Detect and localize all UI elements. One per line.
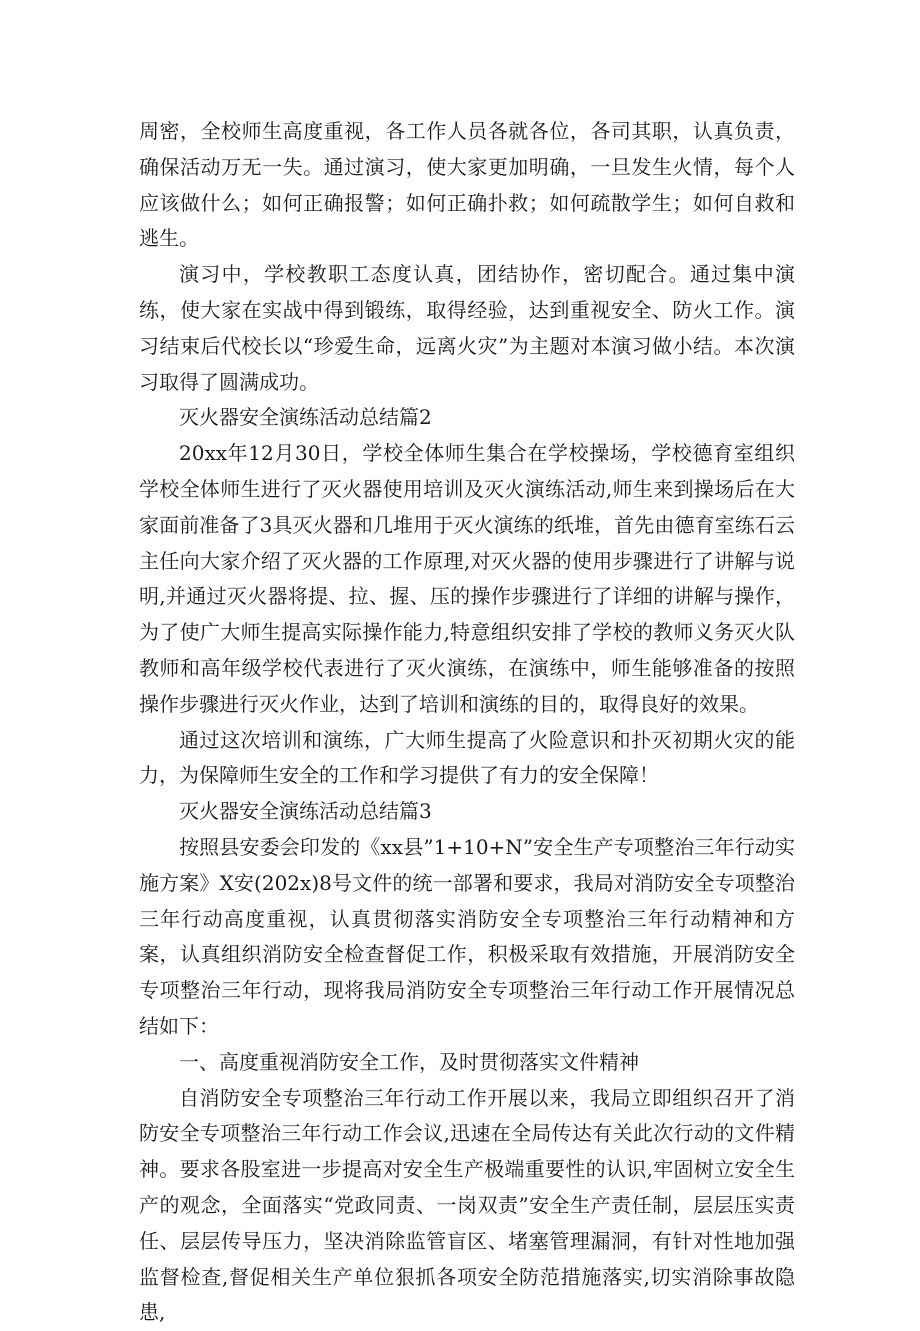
paragraph-three-year-plan: 按照县安委会印发的《xx县”1+10+N”安全生产专项整治三年行动实施方案》X安(202x)8号文件的统一部署和要求，我局对消防安全专项整治三年行动高度重视，认真贯彻落实消防安全专项整治三年行动精神和方案，认真组织消防安全检查督促工作，积极采取有效措施，开展消防安全专项整治三年行动，现将我局消防安全专项整治三年行动工作开展情况总结如下： [139,834,795,1038]
paragraph-training-outcome: 通过这次培训和演练，广大师生提高了火险意识和扑灭初期火灾的能力，为保障师生安全的工作和学习提供了有力的安全保障！ [139,727,795,788]
section-heading-part-2: 灭火器安全演练活动总结篇2 [179,405,432,430]
paragraph-meeting-implementation: 自消防安全专项整治三年行动工作开展以来，我局立即组织召开了消防安全专项整治三年行动工作会议,迅速在全局传达有关此次行动的文件精神。要求各股室进一步提高对安全生产极端重要性的认识,牢固树立安全生产的观念，全面落实“党政同责、一岗双责”安全生产责任制，层层压实责任、层层传导压力，坚决消除监管盲区、堵塞管理漏洞，有针对性地加强监督检查,督促相关生产单位狠抓各项安全防范措施落实,切实消除事故隐患, [139,1085,795,1325]
paragraph-extinguisher-training: 20xx年12月30日，学校全体师生集合在学校操场，学校德育室组织学校全体师生进行了灭火器使用培训及灭火演练活动,师生来到操场后在大家面前准备了3具灭火器和几堆用于灭火演练的纸堆，首先由德育室练石云主任向大家介绍了灭火器的工作原理,对灭火器的使用步骤进行了讲解与说明,并通过灭火器将提、拉、握、压的操作步骤进行了详细的讲解与操作，为了使广大师生提高实际操作能力,特意组织安排了学校的教师义务灭火队教师和高年级学校代表进行了灭火演练，在演练中，师生能够准备的按照操作步骤进行灭火作业，达到了培训和演练的目的，取得良好的效果。 [139,441,795,716]
paragraph-fire-drill-summary: 周密，全校师生高度重视，各工作人员各就各位，各司其职，认真负责，确保活动万无一失。通过演习，使大家更加明确，一旦发生火情，每个人应该做什么；如何正确报警；如何正确扑救；如何疏散学生；如何自救和逃生。 [139,119,795,251]
paragraph-drill-result: 演习中，学校教职工态度认真，团结协作，密切配合。通过集中演练，使大家在实战中得到锻练，取得经验，达到重视安全、防火工作。演习结束后代校长以“珍爱生命，远离火灾”为主题对本演习做小结。本次演习取得了圆满成功。 [139,262,795,394]
document-body [139,114,795,1331]
section-heading-part-3: 灭火器安全演练活动总结篇3 [179,799,432,824]
subheading-section-one: 一、高度重视消防安全工作，及时贯彻落实文件精神 [179,1049,639,1074]
